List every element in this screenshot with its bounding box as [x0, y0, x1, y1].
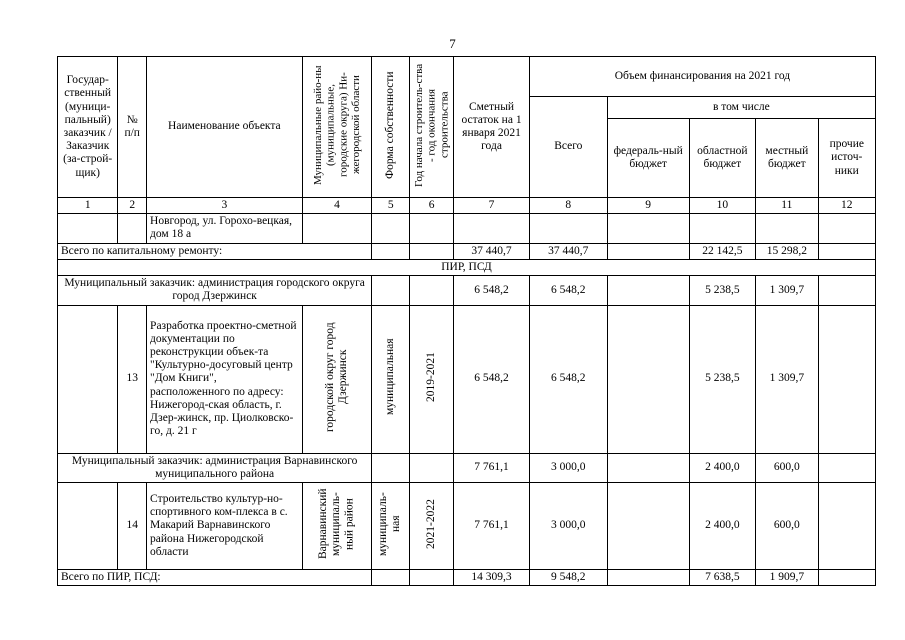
header-funding: Объем финансирования на 2021 год	[529, 57, 875, 97]
years-cell	[410, 305, 454, 453]
balance-value: 7 761,1	[454, 482, 530, 569]
table-row	[58, 305, 876, 453]
col-num: 11	[756, 198, 818, 214]
col-num: 4	[302, 198, 372, 214]
header-total: Всего	[529, 97, 607, 198]
district-text: Варнавинский муниципаль-ный район	[317, 488, 356, 560]
header-object-name: Наименование объекта	[147, 57, 303, 198]
header-number: № п/п	[118, 57, 147, 198]
district-cell	[302, 305, 372, 453]
years-text: 2019-2021	[425, 352, 438, 402]
col-num: 9	[607, 198, 689, 214]
header-years	[410, 57, 454, 198]
table-row-pir-total	[58, 570, 876, 586]
balance-value: 37 440,7	[454, 243, 530, 259]
years-text: 2021-2022	[425, 499, 438, 549]
header-district-text: Муниципальные райо-ны (муниципальные, городские округа) Ни-жегородской области	[311, 65, 362, 185]
total-value: 3 000,0	[529, 453, 607, 482]
page-number: 7	[449, 36, 456, 51]
total-label: Всего по ПИР, ПСД:	[58, 570, 372, 586]
header-other: прочие источ-ники	[818, 119, 875, 198]
col-num: 5	[372, 198, 410, 214]
ownership-cell	[372, 305, 410, 453]
ownership-cell	[372, 482, 410, 569]
table-row-capital-total	[58, 243, 876, 259]
years-cell	[410, 482, 454, 569]
table-row-customer	[58, 453, 876, 482]
col-num: 6	[410, 198, 454, 214]
col-num: 12	[818, 198, 875, 214]
local-value: 600,0	[756, 453, 818, 482]
regional-value: 2 400,0	[689, 482, 756, 569]
table-row-continuation	[58, 214, 876, 243]
total-value: 6 548,2	[529, 305, 607, 453]
total-value: 6 548,2	[529, 276, 607, 305]
regional-value: 5 238,5	[689, 276, 756, 305]
col-num: 2	[118, 198, 147, 214]
header-ownership-text: Форма собственности	[384, 71, 397, 179]
customer-label: Муниципальный заказчик: администрация Варнавинского муниципального района	[58, 453, 372, 482]
customer-label: Муниципальный заказчик: администрация городского округа город Дзержинск	[58, 276, 372, 305]
balance-value: 6 548,2	[454, 305, 530, 453]
header-ownership	[372, 57, 410, 198]
balance-value: 14 309,3	[454, 570, 530, 586]
row-number: 13	[118, 305, 147, 453]
financing-table	[57, 56, 876, 586]
table-row-customer	[58, 276, 876, 305]
header-district	[302, 57, 372, 198]
total-value: 9 548,2	[529, 570, 607, 586]
local-value: 1 909,7	[756, 570, 818, 586]
header-federal: федераль-ный бюджет	[607, 119, 689, 198]
table-row-section	[58, 259, 876, 275]
local-value: 15 298,2	[756, 243, 818, 259]
ownership-text: муниципаль-ная	[377, 492, 403, 556]
header-regional: областной бюджет	[689, 119, 756, 198]
balance-value: 7 761,1	[454, 453, 530, 482]
regional-value: 2 400,0	[689, 453, 756, 482]
col-num: 8	[529, 198, 607, 214]
balance-value: 6 548,2	[454, 276, 530, 305]
col-num: 1	[58, 198, 118, 214]
column-numbers-row	[58, 198, 876, 214]
table-row	[58, 482, 876, 569]
total-value: 37 440,7	[529, 243, 607, 259]
header-including: в том числе	[607, 97, 875, 119]
object-name: Разработка проектно-сметной документации по реконструкции объек-та "Культурно-досуговый центр "Дом Книги", расположенного по адресу: Нижегород-ская область, г. Дзер-жинск, пр. Циолковско-го, д. 21 г	[147, 305, 303, 453]
header-years-text: Год начала строитель-ства - год окончания строительства	[413, 63, 451, 187]
row-number: 14	[118, 482, 147, 569]
regional-value: 7 638,5	[689, 570, 756, 586]
local-value: 1 309,7	[756, 305, 818, 453]
header-row-1	[58, 57, 876, 97]
header-customer: Государ-ственный (муници-пальный) заказчик / Заказчик (за-строй-щик)	[58, 57, 118, 198]
total-value: 3 000,0	[529, 482, 607, 569]
col-num: 7	[454, 198, 530, 214]
section-title: ПИР, ПСД	[58, 259, 876, 275]
total-label: Всего по капитальному ремонту:	[58, 243, 372, 259]
ownership-text: муниципальная	[384, 338, 397, 416]
header-local: местный бюджет	[756, 119, 818, 198]
object-name: Новгород, ул. Горохо-вецкая, дом 18 а	[147, 214, 303, 243]
regional-value: 5 238,5	[689, 305, 756, 453]
regional-value: 22 142,5	[689, 243, 756, 259]
col-num: 10	[689, 198, 756, 214]
local-value: 1 309,7	[756, 276, 818, 305]
district-cell	[302, 482, 372, 569]
local-value: 600,0	[756, 482, 818, 569]
district-text: городской округ город Дзержинск	[323, 322, 349, 432]
object-name: Строительство культур-но-спортивного ком-плекса в с. Макарий Варнавинского района Нижегородской области	[147, 482, 303, 569]
header-balance: Сметный остаток на 1 января 2021 года	[454, 57, 530, 198]
col-num: 3	[147, 198, 303, 214]
